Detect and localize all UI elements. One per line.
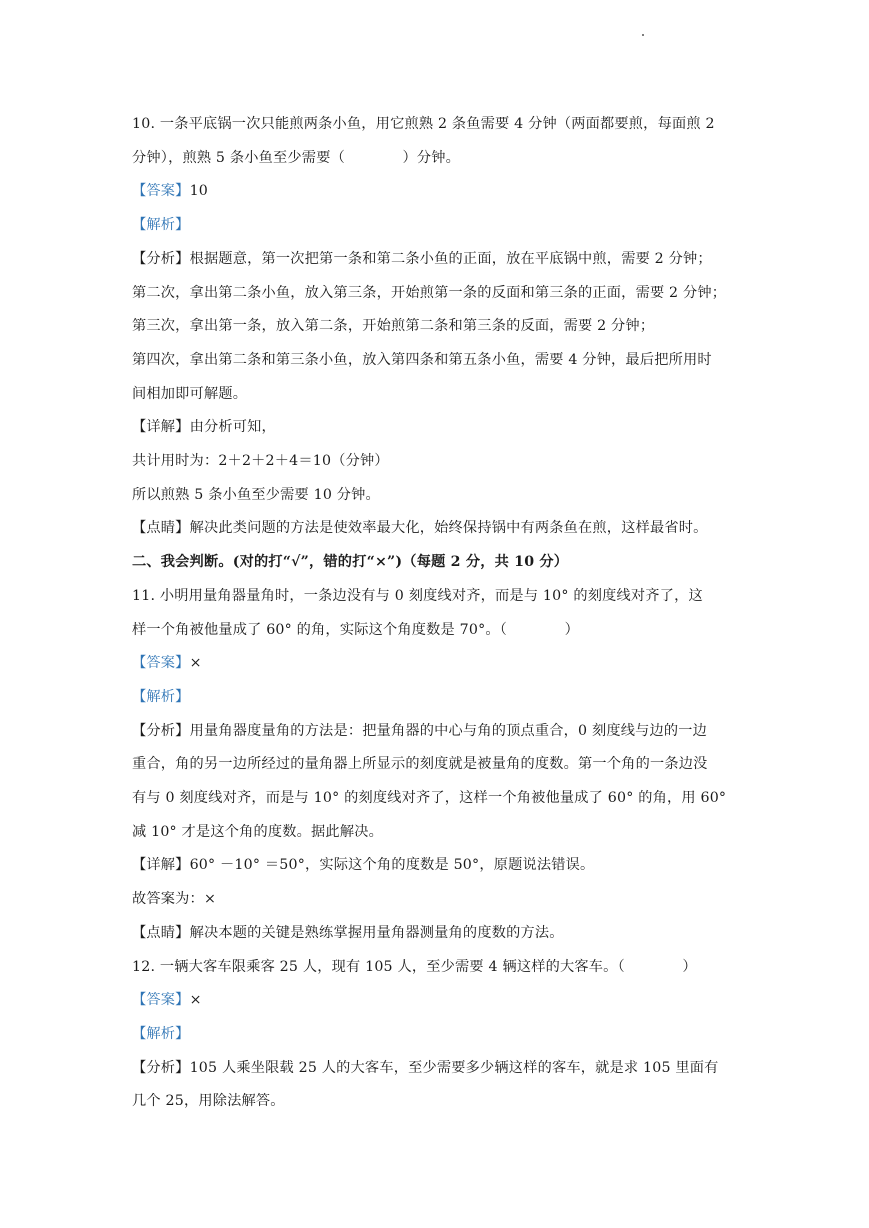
dianjing-label: 【点睛】 (132, 520, 190, 537)
question-11-fenxi-1: 【分析】用量角器度量角的方法是：把量角器的中心与角的顶点重合，0 刻度线与边的一边 (132, 722, 708, 739)
question-10-fenxi-5: 间相加即可解题。 (132, 385, 248, 402)
question-10-fenxi-3: 第三次，拿出第一条，放入第二条，开始煎第二条和第三条的反面，需要 2 分钟； (132, 318, 655, 335)
question-11-analysis-label (132, 681, 742, 715)
question-11-fenxi-4: 减 10° 才是这个角的度数。据此解决。 (132, 823, 383, 840)
question-10-fenxi-4: 第四次，拿出第二条和第三条小鱼，放入第四条和第五条小鱼，需要 4 分钟，最后把所用时 (132, 351, 712, 368)
analysis-label: 【解析】 (132, 688, 190, 705)
question-11-xiangjie: 【详解】60° －10° ＝50°，实际这个角的度数是 50°，原题说法错误。 (132, 857, 595, 874)
fenxi-label: 【分析】 (132, 1059, 190, 1076)
question-10-line-1: 10. 一条平底锅一次只能煎两条小鱼，用它煎熟 2 条鱼需要 4 分钟（两面都要煎，每面煎 2 (132, 116, 715, 132)
question-12-analysis-label (132, 1018, 742, 1052)
question-10-answer: 【答案】10 (132, 183, 209, 200)
question-11-line-2: 样一个角被他量成了 60° 的角，实际这个角度数是 70°。（ ） (132, 621, 579, 638)
question-10-fenxi-2: 第二次，拿出第二条小鱼，放入第三条，开始煎第一条的反面和第三条的正面，需要 2 分钟； (132, 284, 727, 301)
question-10-result: 所以煎熟 5 条小鱼至少需要 10 分钟。 (132, 486, 380, 503)
question-10-calculation: 共计用时为：2＋2＋2＋4＝10（分钟） (132, 453, 389, 470)
answer-label: 【答案】 (132, 992, 190, 1009)
question-12-fenxi-2: 几个 25，用除法解答。 (132, 1093, 285, 1110)
question-10-xiangjie: 【详解】由分析可知， (132, 419, 276, 436)
page-marker-dot (642, 34, 644, 36)
document-page (132, 108, 742, 1119)
section-2-heading: 二、我会判断。(对的打“√”，错的打“×”)（每题 2 分，共 10 分） (132, 554, 569, 571)
question-11-final: 故答案为：× (132, 891, 217, 908)
question-11-line-1: 11. 小明用量角器量角时，一条边没有与 0 刻度线对齐，而是与 10° 的刻度线对齐了，这 (132, 587, 703, 604)
xiangjie-label: 【详解】 (132, 419, 190, 436)
question-11-fenxi-2: 重合，角的另一边所经过的量角器上所显示的刻度就是被量角的度数。第一个角的一条边没 (132, 756, 708, 773)
question-11-answer: 【答案】× (132, 655, 202, 672)
xiangjie-label: 【详解】 (132, 857, 190, 874)
dianjing-label: 【点睛】 (132, 924, 190, 941)
question-10-line-2: 分钟），煎熟 5 条小鱼至少需要（ ）分钟。 (132, 149, 461, 166)
answer-label: 【答案】 (132, 183, 190, 200)
question-12-line-1: 12. 一辆大客车限乘客 25 人，现有 105 人，至少需要 4 辆这样的大客车。（ ） (132, 958, 697, 975)
analysis-label: 【解析】 (132, 217, 190, 234)
question-10-fenxi-1: 【分析】根据题意，第一次把第一条和第二条小鱼的正面，放在平底锅中煎，需要 2 分钟； (132, 250, 712, 267)
question-11-fenxi-3: 有与 0 刻度线对齐，而是与 10° 的刻度线对齐了，这样一个角被他量成了 60° 的角，用 60° (132, 790, 727, 807)
question-12-answer: 【答案】× (132, 992, 202, 1009)
fenxi-label: 【分析】 (132, 722, 190, 739)
question-10-dianjing: 【点睛】解决此类问题的方法是使效率最大化，始终保持锅中有两条鱼在煎，这样最省时。 (132, 520, 708, 537)
question-11-dianjing: 【点睛】解决本题的关键是熟练掌握用量角器测量角的度数的方法。 (132, 924, 564, 941)
fenxi-label: 【分析】 (132, 250, 190, 267)
answer-label: 【答案】 (132, 655, 190, 672)
analysis-label: 【解析】 (132, 1025, 190, 1042)
question-12-fenxi-1: 【分析】105 人乘坐限载 25 人的大客车，至少需要多少辆这样的客车，就是求 105 里面有 (132, 1059, 719, 1076)
question-10-analysis-label (132, 209, 742, 243)
